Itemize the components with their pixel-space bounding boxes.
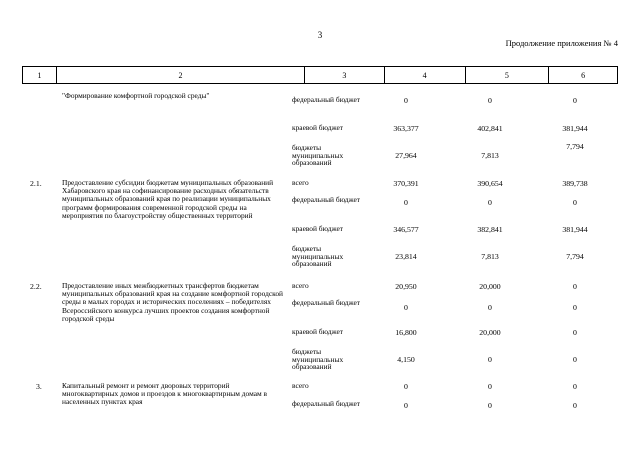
value-col4: 0 (404, 96, 408, 105)
top-row-label: "Формирование комфортной городской среды" (62, 91, 210, 100)
value-col5: 0 (488, 303, 492, 312)
value-col5: 390,654 (477, 179, 503, 188)
value-col6: 0 (573, 382, 577, 391)
value-col4: 16,800 (395, 328, 417, 337)
header-col-3: 3 (305, 67, 385, 83)
value-col4: 0 (404, 303, 408, 312)
value-col5: 0 (488, 355, 492, 364)
value-col5: 382,841 (477, 225, 503, 234)
source-label: федеральный бюджет (292, 298, 361, 307)
item-description: Предоставление иных межбюджетных трансфертов бюджетам муниципальных образований края на создание комфортной городской среды в малых городах и исторических поселениях – победителях Всероссийского конкурса лучших проектов создания комфортной городской среды (62, 281, 283, 323)
value-col4: 370,391 (393, 179, 419, 188)
value-col6: 0 (573, 282, 577, 291)
source-label: краевой бюджет (292, 123, 343, 132)
item-description: Предоставление субсидии бюджетам муниципальных образований Хабаровского края на софинансирование расходных обязательств муниципальных образований края по реализации муниципальных программ формирования современной городской среды на мероприятия по благоустройству общественных территорий (62, 178, 274, 220)
value-col4: 0 (404, 198, 408, 207)
header-col-2: 2 (57, 67, 305, 83)
table-header-row (22, 66, 618, 84)
value-col5: 0 (488, 382, 492, 391)
value-col6: 389,738 (562, 179, 588, 188)
value-col4: 0 (404, 401, 408, 410)
header-col-6: 6 (581, 70, 586, 80)
page-number: 3 (317, 30, 323, 40)
item-number: 2.2. (30, 282, 42, 291)
source-label: всего (292, 381, 309, 390)
value-col5: 0 (488, 96, 492, 105)
value-col6: 0 (573, 401, 577, 410)
value-col4: 4,150 (397, 355, 415, 364)
header-col-5: 5 (466, 67, 550, 83)
value-col5: 0 (488, 198, 492, 207)
continuation-label: Продолжение приложения № 4 (505, 38, 618, 48)
value-col6: 0 (573, 328, 577, 337)
value-col4: 20,950 (395, 282, 417, 291)
item-number: 2.1. (30, 179, 42, 188)
source-label: бюджеты муниципальных образований (292, 347, 344, 372)
source-label: бюджеты муниципальных образований (292, 143, 344, 168)
value-col6: 7,794 (566, 142, 584, 151)
source-label: всего (292, 178, 309, 187)
value-col6: 7,794 (566, 252, 584, 261)
value-col5: 7,813 (481, 252, 499, 261)
value-col4: 363,377 (393, 124, 419, 133)
value-col6: 0 (573, 198, 577, 207)
value-col6: 0 (573, 303, 577, 312)
source-label: всего (292, 281, 309, 290)
value-col5: 0 (488, 401, 492, 410)
value-col6: 0 (573, 96, 577, 105)
source-label: федеральный бюджет (292, 399, 361, 408)
source-label: бюджеты муниципальных образований (292, 244, 344, 269)
value-col6: 0 (573, 355, 577, 364)
value-col6: 381,944 (562, 225, 588, 234)
item-description: Капитальный ремонт и ремонт дворовых территорий многоквартирных домов и проездов к многоквартирным домам в населенных пунктах края (62, 381, 268, 407)
value-col5: 402,841 (477, 124, 503, 133)
source-label: федеральный бюджет (292, 95, 361, 104)
value-col4: 27,964 (395, 151, 417, 160)
header-col-1: 1 (23, 67, 57, 83)
value-col5: 20,000 (479, 328, 501, 337)
value-col4: 23,814 (395, 252, 417, 261)
value-col5: 20,000 (479, 282, 501, 291)
item-number: 3. (36, 382, 42, 391)
header-col-4: 4 (385, 67, 466, 83)
source-label: федеральный бюджет (292, 195, 361, 204)
value-col4: 0 (404, 382, 408, 391)
value-col6: 381,944 (562, 124, 588, 133)
value-col5: 7,813 (481, 151, 499, 160)
value-col4: 346,577 (393, 225, 419, 234)
source-label: краевой бюджет (292, 327, 343, 336)
source-label: краевой бюджет (292, 224, 343, 233)
